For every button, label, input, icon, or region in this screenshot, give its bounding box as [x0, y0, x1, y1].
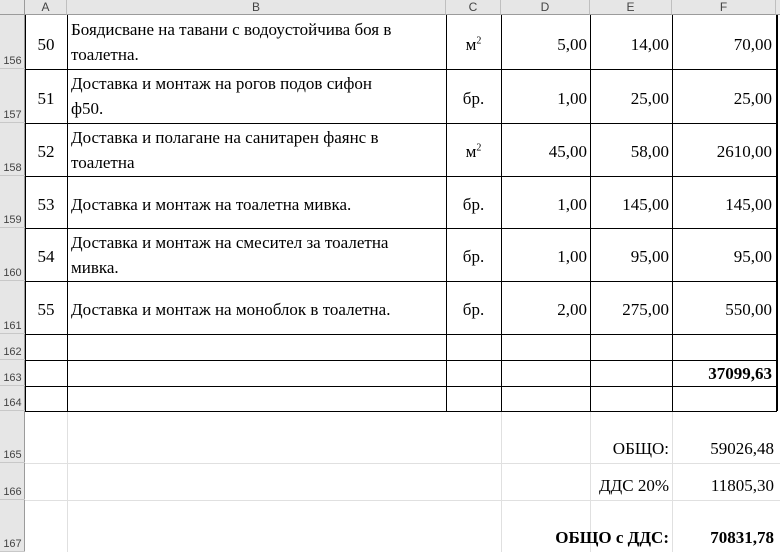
item-total[interactable]: 550,00 — [725, 300, 772, 319]
row-header-161[interactable]: 161 — [0, 281, 25, 334]
summary-value[interactable]: 11805,30 — [710, 476, 774, 495]
row-header-162[interactable]: 162 — [0, 334, 25, 360]
item-number[interactable]: 50 — [37, 35, 55, 54]
summary-value[interactable]: 59026,48 — [710, 439, 774, 458]
summary-label[interactable]: ОБЩО: — [612, 439, 669, 458]
unit-text: бр. — [462, 89, 485, 108]
item-number[interactable]: 52 — [37, 142, 55, 161]
item-unit-price[interactable]: 25,00 — [630, 89, 669, 108]
column-header-a[interactable]: A — [25, 0, 67, 15]
table-border-h — [25, 411, 777, 412]
item-unit[interactable] — [446, 139, 501, 164]
item-unit[interactable] — [446, 244, 501, 269]
row-header-166[interactable]: 166 — [0, 463, 25, 500]
column-header-c[interactable]: C — [446, 0, 501, 15]
table-border-v — [776, 15, 778, 411]
table-border-h — [25, 69, 777, 70]
item-number[interactable]: 53 — [37, 195, 55, 214]
table-border-h — [25, 176, 777, 177]
item-unit-price[interactable]: 58,00 — [630, 142, 669, 161]
gridline — [25, 463, 780, 464]
table-border-h — [25, 123, 777, 124]
item-unit-price[interactable]: 14,00 — [630, 35, 669, 54]
row-header-157[interactable]: 157 — [0, 69, 25, 123]
description-line: Доставка и монтаж на тоалетна мивка. — [71, 195, 352, 214]
item-description[interactable] — [71, 17, 444, 67]
item-total[interactable]: 145,00 — [725, 195, 772, 214]
item-total[interactable]: 2610,00 — [716, 142, 772, 161]
row-header-159[interactable]: 159 — [0, 176, 25, 228]
item-unit[interactable] — [446, 297, 501, 322]
unit-superscript: 2 — [476, 35, 482, 47]
summary-value[interactable]: 70831,78 — [710, 528, 774, 547]
item-quantity[interactable]: 1,00 — [557, 89, 587, 108]
unit-text: бр. — [462, 195, 485, 214]
description-line: Доставка и монтаж на моноблок в тоалетна. — [71, 300, 391, 319]
unit-text: бр. — [462, 247, 485, 266]
subtotal-value[interactable]: 37099,63 — [708, 364, 772, 383]
gridline — [25, 500, 780, 501]
row-header-156[interactable]: 156 — [0, 15, 25, 69]
description-line: тоалетна. — [71, 45, 139, 64]
summary-label[interactable]: ОБЩО с ДДС: — [555, 528, 669, 547]
select-all-corner[interactable] — [0, 0, 25, 15]
item-unit[interactable] — [446, 86, 501, 111]
item-total[interactable]: 70,00 — [733, 35, 772, 54]
table-border-v — [67, 15, 68, 411]
item-quantity[interactable]: 45,00 — [548, 142, 587, 161]
item-description[interactable] — [71, 125, 444, 175]
column-header-d[interactable]: D — [501, 0, 590, 15]
description-line: Боядисване на тавани с водоустойчива боя в — [71, 20, 392, 39]
table-border-h — [25, 334, 777, 335]
description-line: Доставка и полагане на санитарен фаянс в — [71, 128, 379, 147]
row-header-164[interactable]: 164 — [0, 386, 25, 411]
unit-superscript: 2 — [476, 142, 482, 154]
description-line: тоалетна — [71, 153, 135, 172]
row-header-163[interactable]: 163 — [0, 360, 25, 386]
description-line: мивка. — [71, 258, 119, 277]
item-unit[interactable] — [446, 192, 501, 217]
table-border-h — [25, 360, 777, 361]
item-quantity[interactable]: 2,00 — [557, 300, 587, 319]
unit-text: м — [465, 142, 477, 161]
item-description[interactable] — [71, 230, 444, 280]
column-header-next[interactable] — [776, 0, 780, 15]
item-total[interactable]: 95,00 — [733, 247, 772, 266]
table-border-h — [25, 386, 777, 387]
unit-text: бр. — [462, 300, 485, 319]
summary-label[interactable]: ДДС 20% — [599, 476, 669, 495]
item-unit-price[interactable]: 275,00 — [622, 300, 669, 319]
table-border-h — [25, 228, 777, 229]
item-description[interactable] — [71, 297, 444, 322]
column-header-e[interactable]: E — [590, 0, 672, 15]
column-header-f[interactable]: F — [672, 0, 776, 15]
row-header-158[interactable]: 158 — [0, 123, 25, 176]
row-header-165[interactable]: 165 — [0, 411, 25, 463]
item-description[interactable] — [71, 71, 444, 121]
row-header-160[interactable]: 160 — [0, 228, 25, 281]
item-description[interactable] — [71, 192, 444, 217]
table-border-h — [25, 281, 777, 282]
item-number[interactable]: 55 — [37, 300, 55, 319]
gridline — [67, 411, 68, 552]
column-header-b[interactable]: B — [67, 0, 446, 15]
item-total[interactable]: 25,00 — [733, 89, 772, 108]
row-header-167[interactable]: 167 — [0, 500, 25, 552]
description-line: Доставка и монтаж на рогов подов сифон — [71, 74, 372, 93]
item-quantity[interactable]: 1,00 — [557, 195, 587, 214]
unit-text: м — [465, 35, 477, 54]
description-line: ф50. — [71, 99, 104, 118]
item-quantity[interactable]: 5,00 — [557, 35, 587, 54]
item-number[interactable]: 54 — [37, 247, 55, 266]
item-unit-price[interactable]: 95,00 — [630, 247, 669, 266]
item-number[interactable]: 51 — [37, 89, 55, 108]
description-line: Доставка и монтаж на смесител за тоалетна — [71, 233, 389, 252]
item-unit[interactable] — [446, 32, 501, 57]
item-quantity[interactable]: 1,00 — [557, 247, 587, 266]
item-unit-price[interactable]: 145,00 — [622, 195, 669, 214]
